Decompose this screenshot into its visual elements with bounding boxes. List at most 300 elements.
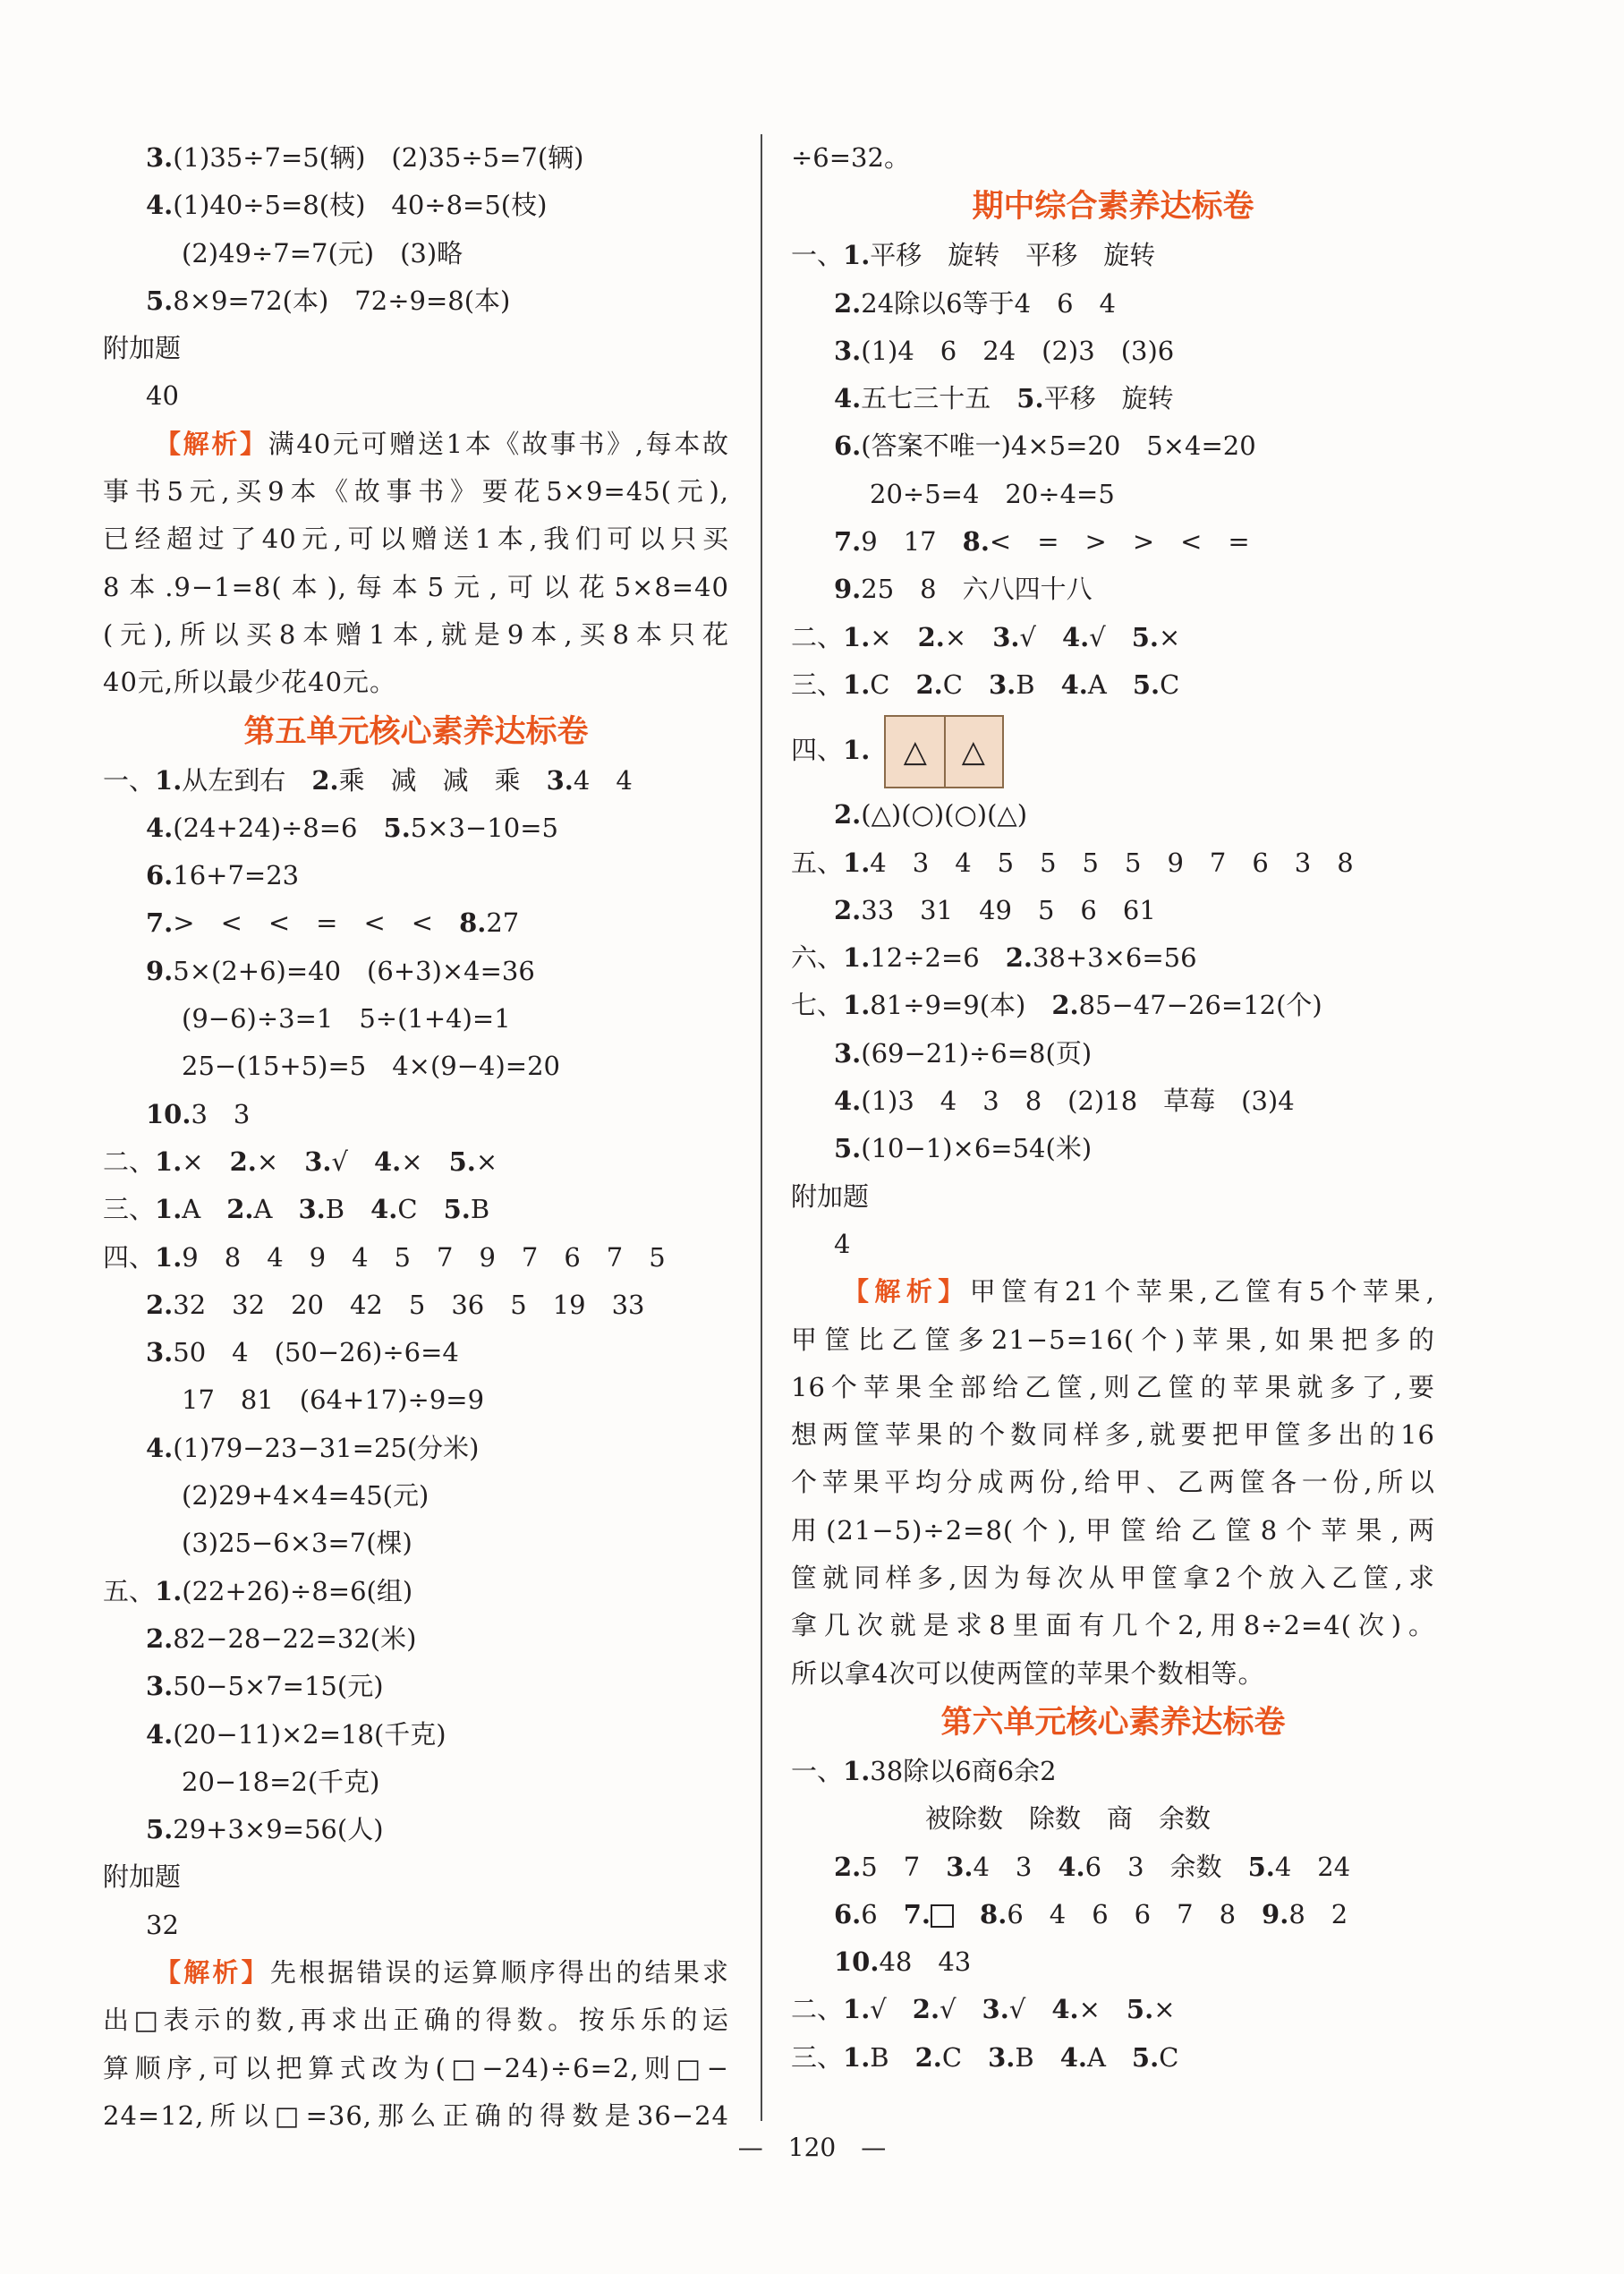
part-label: 一、 <box>103 764 156 796</box>
question-number: 2. <box>834 287 862 319</box>
explanation-line <box>791 1507 1435 1554</box>
answer-text: 4 4 <box>573 764 633 796</box>
answer-line <box>791 1986 1435 2033</box>
question-number: 4. <box>146 812 174 843</box>
question-number: 1. <box>155 1146 183 1177</box>
answer-text: √ <box>331 1146 374 1177</box>
answer-line <box>103 325 729 372</box>
answer-text: (2)29+4×4=45(元) <box>182 1480 429 1512</box>
question-number: 4. <box>1051 1994 1079 2025</box>
explanation-line <box>103 1949 729 1997</box>
answer-line <box>103 805 729 852</box>
square-box-icon <box>931 1904 954 1928</box>
section-title: 第五单元核心素养达标卷 <box>243 712 589 750</box>
answer-line <box>791 1844 1435 1891</box>
answer-line <box>791 280 1435 328</box>
answer-text: × <box>475 1146 498 1177</box>
answer-text: 平移 旋转 <box>1043 383 1174 414</box>
answer-text: ÷6=32。 <box>791 142 910 173</box>
part-label: 二、 <box>103 1146 156 1177</box>
answer-text: 20−18=2(千克) <box>182 1766 380 1797</box>
answer-text: 29+3×9=56(人) <box>173 1814 384 1845</box>
question-number: 1. <box>843 1994 871 2025</box>
answer-text: 33 31 49 5 6 61 <box>861 894 1156 925</box>
answer-text: 五七三十五 <box>861 383 1017 414</box>
answer-text: 32 <box>146 1909 179 1940</box>
answer-text: B <box>870 2041 915 2073</box>
explanation-text: (元),所以买8本赠1本,就是9本,买8本只花 <box>103 618 729 650</box>
explanation-text: 出□表示的数,再求出正确的得数。按乐乐的运 <box>103 2005 729 2036</box>
question-number: 1. <box>843 2041 871 2073</box>
answer-text: (24+24)÷8=6 <box>173 812 384 843</box>
part-label: 三、 <box>103 1194 156 1225</box>
explanation-text: 想两筐苹果的个数同样多,就要把甲筐多出的16 <box>791 1419 1435 1451</box>
answer-line <box>791 791 1435 839</box>
question-number: 2. <box>917 621 945 652</box>
part-label: 四、 <box>103 1241 156 1273</box>
explanation-line <box>791 1268 1435 1316</box>
answer-text: × <box>1153 1994 1176 2025</box>
question-number: 7. <box>834 526 862 558</box>
part-label: 五、 <box>103 1575 156 1606</box>
answer-line <box>103 852 729 899</box>
explanation-text: 所以拿4次可以使两筐的苹果个数相等。 <box>791 1657 1265 1689</box>
answer-text: 3 3 <box>191 1098 251 1129</box>
answer-text: 20÷5=4 20÷4=5 <box>870 478 1115 509</box>
answer-line <box>791 982 1435 1029</box>
answer-line <box>791 1795 1435 1843</box>
question-number: 2. <box>229 1146 257 1177</box>
question-number: 2. <box>226 1194 254 1225</box>
answer-text: 4 <box>834 1228 851 1259</box>
answer-line <box>103 1091 729 1138</box>
answer-text: 38除以6商6余2 <box>870 1755 1057 1786</box>
answer-line <box>791 2034 1435 2082</box>
question-number: 9. <box>1262 1898 1289 1929</box>
answer-text: (22+26)÷8=6(组) <box>182 1575 413 1606</box>
question-number: 2. <box>834 799 862 830</box>
question-number: 1. <box>843 1755 871 1786</box>
answer-text: 5 7 <box>861 1851 947 1882</box>
part-label: 三、 <box>791 2041 844 2073</box>
question-number: 1. <box>843 847 871 878</box>
right-column <box>791 134 1435 2082</box>
explanation-text: 用(21−5)÷2=8(个),甲筐给乙筐8个苹果,两 <box>791 1514 1435 1546</box>
question-number: 2. <box>1051 990 1079 1021</box>
question-number: 5. <box>1126 1994 1154 2025</box>
answer-text: C <box>941 2041 989 2073</box>
answer-line <box>791 1221 1435 1268</box>
answer-line <box>103 1902 729 1949</box>
explanation-line <box>103 2045 729 2092</box>
answer-text: 被除数 除数 商 余数 <box>925 1803 1212 1835</box>
explanation-tag: 【解析】 <box>843 1276 970 1307</box>
question-number: 3. <box>988 2041 1016 2073</box>
answer-line <box>103 1425 729 1472</box>
answer-line <box>103 372 729 420</box>
answer-text: 附加题 <box>103 333 182 364</box>
answer-text: C <box>1159 2041 1179 2073</box>
question-number: 3. <box>834 1037 862 1069</box>
answer-text: × <box>1078 1994 1127 2025</box>
explanation-line <box>103 421 729 468</box>
question-number: 4. <box>146 1718 174 1750</box>
answer-line <box>103 1043 729 1090</box>
answer-text: 12÷2=6 <box>870 942 1006 974</box>
question-number: 5. <box>443 1194 471 1225</box>
answer-text: (△)(○)(○)(△) <box>861 799 1028 830</box>
answer-line <box>791 566 1435 613</box>
answer-line <box>791 1030 1435 1077</box>
answer-text: (20−11)×2=18(千克) <box>173 1718 446 1750</box>
explanation-line <box>103 564 729 611</box>
question-number: 1. <box>155 1194 183 1225</box>
answer-text: 附加题 <box>103 1861 182 1893</box>
explanation-tag: 【解析】 <box>155 1956 270 1988</box>
question-number: 5. <box>1131 2041 1160 2073</box>
question-number: 4. <box>834 1086 862 1117</box>
question-number: 1. <box>843 990 871 1021</box>
question-number: 5. <box>383 812 411 843</box>
answer-line <box>791 518 1435 566</box>
question-number: 5. <box>448 1146 476 1177</box>
part-label: 二、 <box>791 621 844 652</box>
answer-text: (1)35÷7=5(辆) (2)35÷5=7(辆) <box>173 142 584 173</box>
answer-line <box>103 1568 729 1615</box>
answer-text: 48 43 <box>879 1946 972 1978</box>
answer-line <box>791 887 1435 934</box>
answer-text: 附加题 <box>791 1180 870 1212</box>
question-number: 5. <box>1247 1851 1275 1882</box>
answer-text: 8×9=72(本) 72÷9=8(本) <box>173 285 511 316</box>
question-number: 5. <box>146 285 174 316</box>
answer-text: B <box>470 1194 490 1225</box>
explanation-line <box>791 1411 1435 1459</box>
question-number: 3. <box>992 621 1020 652</box>
answer-text: < = > > < = <box>989 526 1250 558</box>
answer-text: √ <box>1019 621 1062 652</box>
explanation-text: 甲筐有21个苹果,乙筐有5个苹果, <box>969 1276 1435 1307</box>
question-number: 2. <box>915 669 943 700</box>
question-number: 7. <box>903 1898 931 1929</box>
question-number: 3. <box>146 1671 174 1702</box>
answer-text: (1)79−23−31=25(分米) <box>173 1432 480 1463</box>
question-number: 7. <box>146 907 174 939</box>
page-number-value: 120 <box>787 2133 837 2162</box>
question-number: 3. <box>146 142 174 173</box>
answer-text: 4 3 4 5 5 5 5 9 7 6 3 8 <box>870 847 1354 878</box>
question-number: 4. <box>1059 2041 1087 2073</box>
answer-line <box>791 614 1435 661</box>
answer-text: √ <box>1008 1994 1052 2025</box>
answer-text: 25 8 六八四十八 <box>861 574 1093 605</box>
answer-line <box>103 948 729 995</box>
answer-line <box>103 899 729 947</box>
question-number: 3. <box>834 335 862 366</box>
answer-line <box>103 230 729 277</box>
explanation-text: 算顺序,可以把算式改为(□−24)÷6=2,则□− <box>103 2052 729 2083</box>
question-number: 5. <box>1131 621 1160 652</box>
explanation-line <box>103 659 729 706</box>
explanation-text: 16个苹果全部给乙筐,则乙筐的苹果就多了,要 <box>791 1371 1435 1402</box>
answer-line <box>103 1853 729 1901</box>
question-number: 10. <box>146 1098 191 1129</box>
question-number: 1. <box>155 764 183 796</box>
answer-text: 6 <box>861 1898 904 1929</box>
question-number: 8. <box>962 526 990 558</box>
question-number: 6. <box>146 860 174 891</box>
answer-text: 9 17 <box>861 526 963 558</box>
answer-line <box>103 757 729 805</box>
answer-text: 4 24 <box>1274 1851 1351 1882</box>
answer-text: 27 <box>486 907 520 939</box>
answer-line <box>103 1806 729 1853</box>
answer-line <box>791 839 1435 887</box>
question-number: 3. <box>546 764 574 796</box>
answer-line <box>103 1711 729 1759</box>
question-number: 8. <box>980 1898 1008 1929</box>
part-label: 六、 <box>791 942 844 974</box>
answer-text: B <box>325 1194 371 1225</box>
answer-text: × <box>182 1146 230 1177</box>
question-number: 5. <box>834 1133 862 1164</box>
question-number: 3. <box>298 1194 326 1225</box>
explanation-text: 40元,所以最少花40元。 <box>103 667 397 698</box>
answer-text: A <box>1086 2041 1132 2073</box>
answer-text: 85−47−26=12(个) <box>1078 990 1322 1021</box>
explanation-text: 8本.9−1=8(本),每本5元,可以花5×8=40 <box>103 571 729 602</box>
question-number: 2. <box>912 1994 940 2025</box>
question-number: 2. <box>1005 942 1033 974</box>
triangle-icon: △ <box>886 717 946 787</box>
answer-text: (1)3 4 3 8 (2)18 草莓 (3)4 <box>861 1086 1295 1117</box>
answer-text: B <box>1016 669 1061 700</box>
explanation-line <box>103 468 729 515</box>
answer-text: 从左到右 <box>182 764 312 796</box>
explanation-line <box>103 611 729 659</box>
answer-text: × <box>870 621 918 652</box>
answer-text: C <box>870 669 916 700</box>
answer-text: 平移 旋转 平移 旋转 <box>870 240 1156 271</box>
answer-line <box>103 1186 729 1233</box>
answer-text: 4 3 <box>973 1851 1059 1882</box>
explanation-line <box>791 1364 1435 1411</box>
answer-text: (答案不唯一)4×5=20 5×4=20 <box>861 430 1256 462</box>
answer-line <box>103 134 729 182</box>
explanation-text: 先根据错误的运算顺序得出的结果求 <box>269 1956 729 1988</box>
answer-text: (1)40÷5=8(枝) 40÷8=5(枝) <box>173 190 548 221</box>
answer-text: 6 4 6 6 7 8 <box>1007 1898 1263 1929</box>
answer-text: 16+7=23 <box>173 860 300 891</box>
answer-text: × <box>256 1146 305 1177</box>
part-label: 三、 <box>791 669 844 700</box>
answer-line <box>791 709 1435 791</box>
part-label: 二、 <box>791 1994 844 2025</box>
part-label: 五、 <box>791 847 844 878</box>
answer-line <box>103 1234 729 1282</box>
answer-text: 81÷9=9(本) <box>870 990 1052 1021</box>
explanation-tag: 【解析】 <box>155 428 268 459</box>
answer-text: 40 <box>146 380 179 412</box>
explanation-text: 拿几次就是求8里面有几个2,用8÷2=4(次)。 <box>791 1610 1435 1641</box>
answer-line <box>103 1138 729 1186</box>
answer-text: √ <box>870 1994 913 2025</box>
question-number: 1. <box>155 1575 183 1606</box>
answer-line <box>791 422 1435 470</box>
answer-line <box>103 1376 729 1424</box>
left-column <box>103 134 729 2140</box>
section-title: 期中综合素养达标卷 <box>972 188 1254 226</box>
explanation-text: 满40元可赠送1本《故事书》,每本故 <box>268 428 729 459</box>
question-number: 10. <box>834 1946 880 1978</box>
answer-text: × <box>401 1146 449 1177</box>
question-number: 4. <box>1060 669 1088 700</box>
answer-text: √ <box>940 1994 982 2025</box>
answer-text: (9−6)÷3=1 5÷(1+4)=1 <box>182 1003 511 1035</box>
answer-line <box>791 232 1435 279</box>
question-number: 4. <box>146 1432 174 1463</box>
question-number: 9. <box>834 574 862 605</box>
answer-text: (3)25−6×3=7(棵) <box>182 1528 412 1559</box>
explanation-text: 个苹果平均分成两份,给甲、乙两筐各一份,所以 <box>791 1467 1435 1498</box>
answer-text: × <box>944 621 993 652</box>
answer-line <box>103 1520 729 1567</box>
answer-line <box>791 661 1435 709</box>
question-number: 3. <box>946 1851 974 1882</box>
question-number: 2. <box>834 1851 862 1882</box>
answer-text: B <box>1015 2041 1060 2073</box>
question-number: 4. <box>370 1194 398 1225</box>
answer-text: 50 4 (50−26)÷6=4 <box>173 1337 459 1368</box>
answer-text: 8 2 <box>1288 1898 1348 1929</box>
question-number: 5. <box>1132 669 1161 700</box>
answer-text: 6 3 余数 <box>1084 1851 1248 1882</box>
answer-text: C <box>942 669 989 700</box>
question-number: 3. <box>146 1337 174 1368</box>
answer-text: (10−1)×6=54(米) <box>861 1133 1093 1164</box>
question-number: 3. <box>988 669 1016 700</box>
answer-text: 82−28−22=32(米) <box>173 1622 417 1654</box>
answer-text: > < < = < < <box>173 907 460 939</box>
question-number: 2. <box>914 2041 942 2073</box>
question-number: 6. <box>834 430 862 462</box>
question-number: 4. <box>146 190 174 221</box>
explanation-text: 事书5元,买9本《故事书》要花5×9=45(元), <box>103 476 729 507</box>
question-number: 2. <box>146 1289 174 1320</box>
question-number: 8. <box>459 907 487 939</box>
answer-text: × <box>1159 621 1181 652</box>
question-number: 2. <box>834 894 862 925</box>
answer-text: C <box>1160 669 1180 700</box>
question-number: 4. <box>1061 621 1090 652</box>
question-number: 6. <box>834 1898 862 1929</box>
answer-text: √ <box>1089 621 1132 652</box>
answer-line <box>103 182 729 229</box>
answer-text: 24除以6等于4 6 4 <box>861 287 1116 319</box>
answer-text: C <box>397 1194 444 1225</box>
question-number: 5. <box>146 1814 174 1845</box>
question-number: 3. <box>982 1994 1009 2025</box>
answer-line <box>103 1329 729 1376</box>
answer-line <box>791 375 1435 422</box>
triangle-figure <box>884 715 1004 788</box>
question-number: 1. <box>843 942 871 974</box>
question-number: 1. <box>843 240 871 271</box>
answer-line <box>791 1173 1435 1221</box>
explanation-line <box>791 1650 1435 1698</box>
question-number: 4. <box>373 1146 402 1177</box>
explanation-line <box>791 1602 1435 1649</box>
answer-text: 32 32 20 42 5 36 5 19 33 <box>173 1289 645 1320</box>
answer-text: 50−5×7=15(元) <box>173 1671 384 1702</box>
answer-line <box>103 277 729 325</box>
answer-line <box>791 1748 1435 1795</box>
explanation-text: 甲筐比乙筐多21−5=16(个)苹果,如果把多的 <box>791 1324 1435 1355</box>
explanation-line <box>103 1997 729 2044</box>
answer-line <box>103 1282 729 1329</box>
answer-line <box>791 1891 1435 1938</box>
answer-line <box>103 1472 729 1520</box>
explanation-line <box>791 1316 1435 1364</box>
explanation-line <box>103 515 729 563</box>
part-label: 一、 <box>791 1755 844 1786</box>
explanation-text: 筐就同样多,因为每次从甲筐拿2个放入乙筐,求 <box>791 1563 1435 1594</box>
answer-line <box>103 1663 729 1710</box>
answer-text: 17 81 (64+17)÷9=9 <box>182 1384 485 1416</box>
triangle-icon: △ <box>961 734 985 771</box>
answer-line <box>791 328 1435 375</box>
answer-text: (69−21)÷6=8(页) <box>861 1037 1093 1069</box>
question-number: 1. <box>843 669 871 700</box>
question-number: 3. <box>304 1146 332 1177</box>
explanation-line <box>791 1554 1435 1602</box>
answer-text: 9 8 4 9 4 5 7 9 7 6 7 5 <box>182 1241 666 1273</box>
part-label: 七、 <box>791 990 844 1021</box>
answer-text: 乘 减 减 乘 <box>338 764 547 796</box>
answer-line <box>791 471 1435 518</box>
answer-text: (1)4 6 24 (2)3 (3)6 <box>861 335 1175 366</box>
answer-text: A <box>182 1194 227 1225</box>
section-title: 第六单元核心素养达标卷 <box>940 1703 1286 1741</box>
question-number: 4. <box>834 383 862 414</box>
answer-text: 5×(2+6)=40 (6+3)×4=36 <box>173 955 535 986</box>
answer-text: 38+3×6=56 <box>1032 942 1197 974</box>
answer-text: 5×3−10=5 <box>410 812 558 843</box>
part-label: 四、 <box>791 735 844 766</box>
question-number: 5. <box>1016 383 1044 414</box>
answer-text: A <box>253 1194 299 1225</box>
question-number: 9. <box>146 955 174 986</box>
explanation-text: 24=12,所以□=36,那么正确的得数是36−24 <box>103 2099 729 2131</box>
answer-line <box>791 934 1435 982</box>
question-number: 1. <box>843 621 871 652</box>
answer-text: (2)49÷7=7(元) (3)略 <box>182 237 463 268</box>
answer-text: A <box>1087 669 1133 700</box>
answer-line <box>791 1938 1435 1986</box>
answer-line <box>103 995 729 1043</box>
question-number: 2. <box>146 1622 174 1654</box>
answer-line <box>791 1125 1435 1172</box>
answer-line <box>791 1077 1435 1125</box>
part-label: 一、 <box>791 240 844 271</box>
answer-line <box>103 1759 729 1806</box>
page-number: — 120 — <box>737 2133 887 2162</box>
explanation-text: 已经超过了40元,可以赠送1本,我们可以只买 <box>103 524 729 555</box>
question-number: 1. <box>155 1241 183 1273</box>
answer-line <box>791 134 1435 182</box>
question-number: 4. <box>1058 1851 1085 1882</box>
question-number: 1. <box>843 735 871 766</box>
